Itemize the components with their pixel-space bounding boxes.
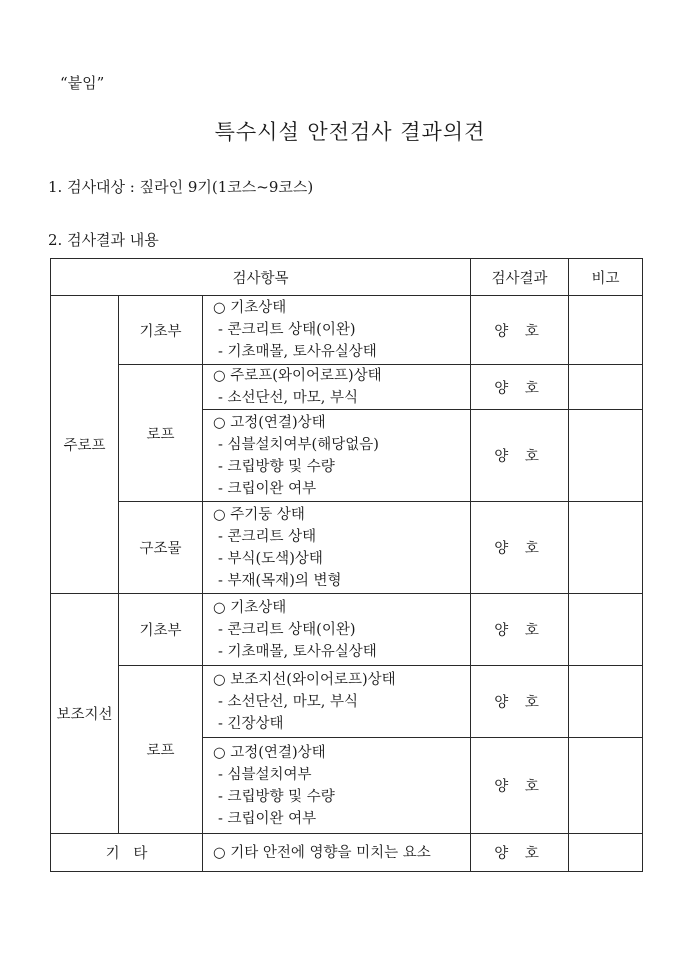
item-cell [203,738,471,834]
table-row [51,365,643,410]
group-other: 기 타 [51,834,203,872]
group-main-rope: 주로프 [51,296,119,594]
header-note: 비고 [569,259,643,296]
note-cell [569,666,643,738]
item-line: ○ 기타 안전에 영향을 미치는 요소 [213,844,431,861]
item-line: ○ 주기둥 상태 [213,506,305,523]
item-cell [203,502,471,594]
header-result: 검사결과 [471,259,569,296]
note-cell [569,738,643,834]
result-cell: 양 호 [471,834,569,872]
item-cell [203,834,471,872]
item-line: ○ 기초상태 [213,300,287,316]
table-row [51,502,643,594]
group-aux-rope: 보조지선 [51,594,119,834]
item-cell [203,594,471,666]
section-inspection-target: 1. 검사대상 : 짚라인 9기(1코스~9코스) [48,178,314,196]
item-cell [203,365,471,410]
item-line: ○ 고정(연결)상태 [213,744,326,761]
result-cell: 양 호 [471,365,569,410]
result-cell: 양 호 [471,666,569,738]
note-cell [569,502,643,594]
table-row [51,594,643,666]
subgroup-rope: 로프 [119,365,203,502]
document-title: 특수시설 안전검사 결과의견 [214,120,486,144]
item-line: - 기초매몰, 토사유실상태 [218,344,377,360]
item-line: - 크립이완 여부 [218,810,317,827]
item-line: - 콘크리트 상태(이완) [218,621,356,638]
item-line: - 심블설치여부 [218,766,312,783]
item-line: ○ 고정(연결)상태 [213,414,326,431]
note-cell [569,410,643,502]
table-row [51,834,643,872]
table-row [51,296,643,365]
item-line: - 부식(도색)상태 [218,550,323,567]
subgroup-rope: 로프 [119,666,203,834]
item-line: - 크립이완 여부 [218,480,317,497]
item-line: - 크립방향 및 수량 [218,458,335,475]
item-cell [203,410,471,502]
item-line: - 소선단선, 마모, 부식 [218,390,359,406]
item-line: - 크립방향 및 수량 [218,788,335,805]
item-line: ○ 보조지선(와이어로프)상태 [213,671,396,688]
item-line: - 긴장상태 [218,715,284,732]
result-cell: 양 호 [471,410,569,502]
result-cell: 양 호 [471,594,569,666]
subgroup-foundation: 기초부 [119,594,203,666]
subgroup-foundation: 기초부 [119,296,203,365]
subgroup-structure: 구조물 [119,502,203,594]
result-cell: 양 호 [471,738,569,834]
table-header-row [51,259,643,296]
item-line: ○ 기초상태 [213,599,287,616]
note-cell [569,594,643,666]
item-line: - 콘크리트 상태 [218,528,317,545]
section-inspection-results: 2. 검사결과 내용 [48,231,159,249]
result-cell: 양 호 [471,296,569,365]
header-item: 검사항목 [51,259,471,296]
note-cell [569,296,643,365]
item-line: - 심블설치여부(해당없음) [218,436,379,453]
item-line: - 부재(목재)의 변형 [218,572,342,589]
inspection-table [50,258,643,872]
item-line: - 소선단선, 마모, 부식 [218,693,359,710]
item-line: - 기초매몰, 토사유실상태 [218,643,377,660]
item-line: ○ 주로프(와이어로프)상태 [213,368,382,384]
note-cell [569,365,643,410]
result-cell: 양 호 [471,502,569,594]
item-cell [203,666,471,738]
note-cell [569,834,643,872]
item-line: - 콘크리트 상태(이완) [218,322,356,338]
item-cell [203,296,471,365]
table-row [51,666,643,738]
attachment-label: “붙임” [60,74,105,92]
